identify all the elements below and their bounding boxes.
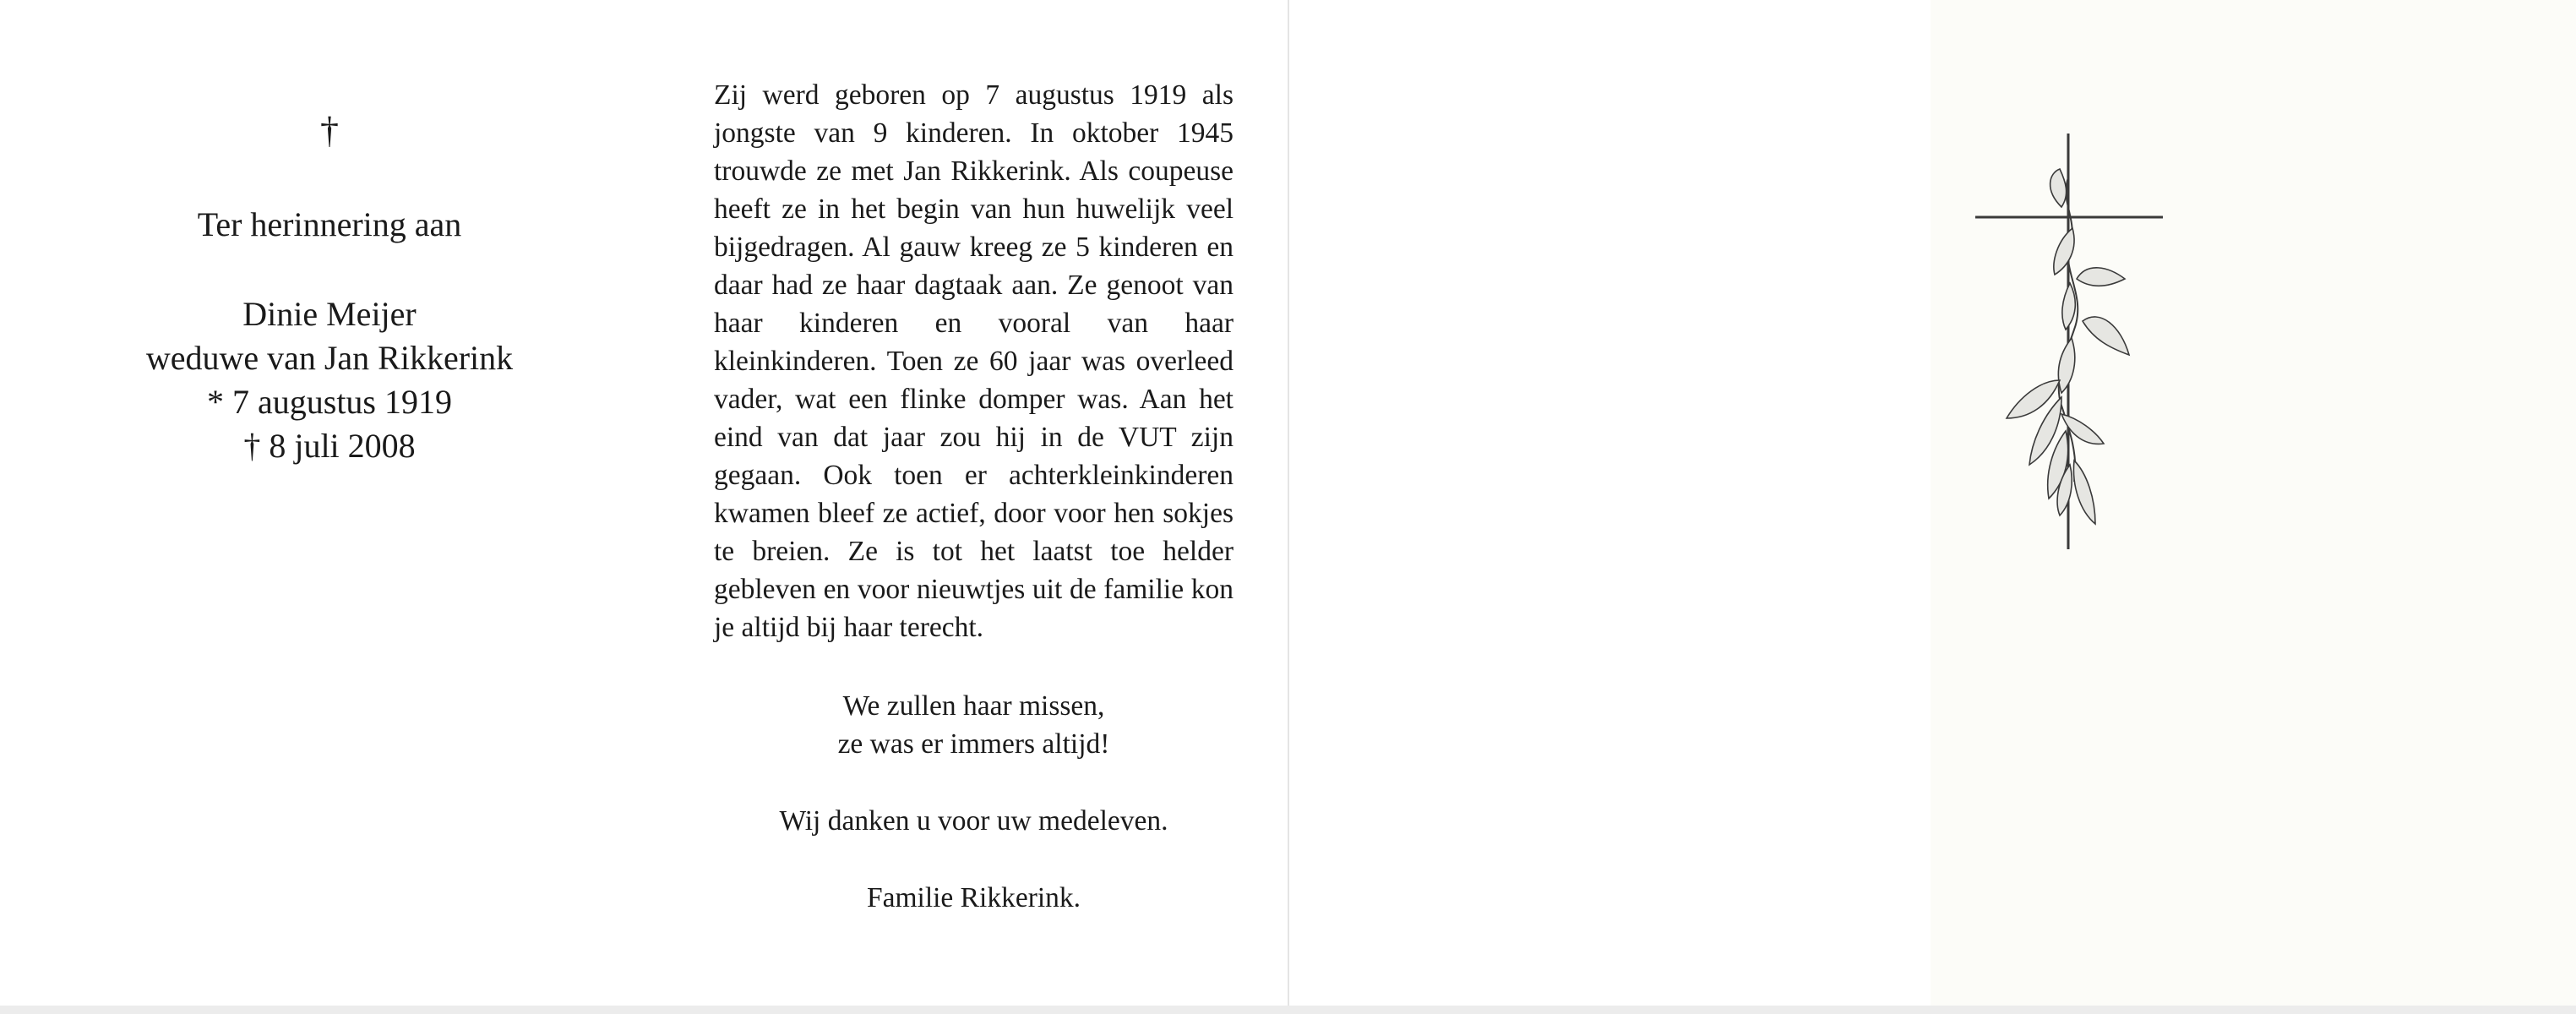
death-date: † 8 juli 2008 — [243, 427, 416, 465]
closing-line-1: We zullen haar missen, — [842, 690, 1105, 722]
deceased-name: Dinie Meijer — [242, 295, 417, 333]
biography-paragraph: Zij werd geboren op 7 augustus 1919 als jongste van 9 kinderen. In oktober 1945 trouwde ze met Jan Rikkerink. Als coupeuse heeft ze in het begin van hun huwelijk veel bijgedragen. Al gauw kreeg ze 5 kinderen en daar had ze haar dagtaak aan. Ze genoot van haar kinderen en vooral van haar kleinkinderen. Toen ze 60 jaar was overleed vader, wat een flinke domper was. Aan het eind van dat jaar zou hij in de VUT zijn gegaan. Ook toen er achterkleinkinderen kwamen bleef ze actief, door voor hen sokjes te breien. Ze is tot het laatst toe helder gebleven en voor nieuwtjes uit de familie kon je altijd bij haar terecht. — [714, 79, 1234, 643]
closing-line-2: ze was er immers altijd! — [837, 728, 1110, 760]
birth-date: * 7 augustus 1919 — [207, 383, 452, 421]
thanks-line: Wij danken u voor uw medeleven. — [779, 805, 1168, 837]
family-signature: Familie Rikkerink. — [866, 882, 1081, 913]
dedication-intro: Ter herinnering aan — [197, 205, 462, 243]
dedication-column — [118, 101, 541, 468]
text-column — [714, 76, 1234, 917]
spouse-line: weduwe van Jan Rikkerink — [145, 339, 514, 377]
cross-symbol: † — [320, 110, 339, 151]
closing-block — [714, 687, 1234, 917]
card-bottom-edge — [0, 1006, 2576, 1014]
inner-left-panel — [0, 0, 1288, 1006]
cross-with-vine-icon — [1960, 127, 2214, 566]
